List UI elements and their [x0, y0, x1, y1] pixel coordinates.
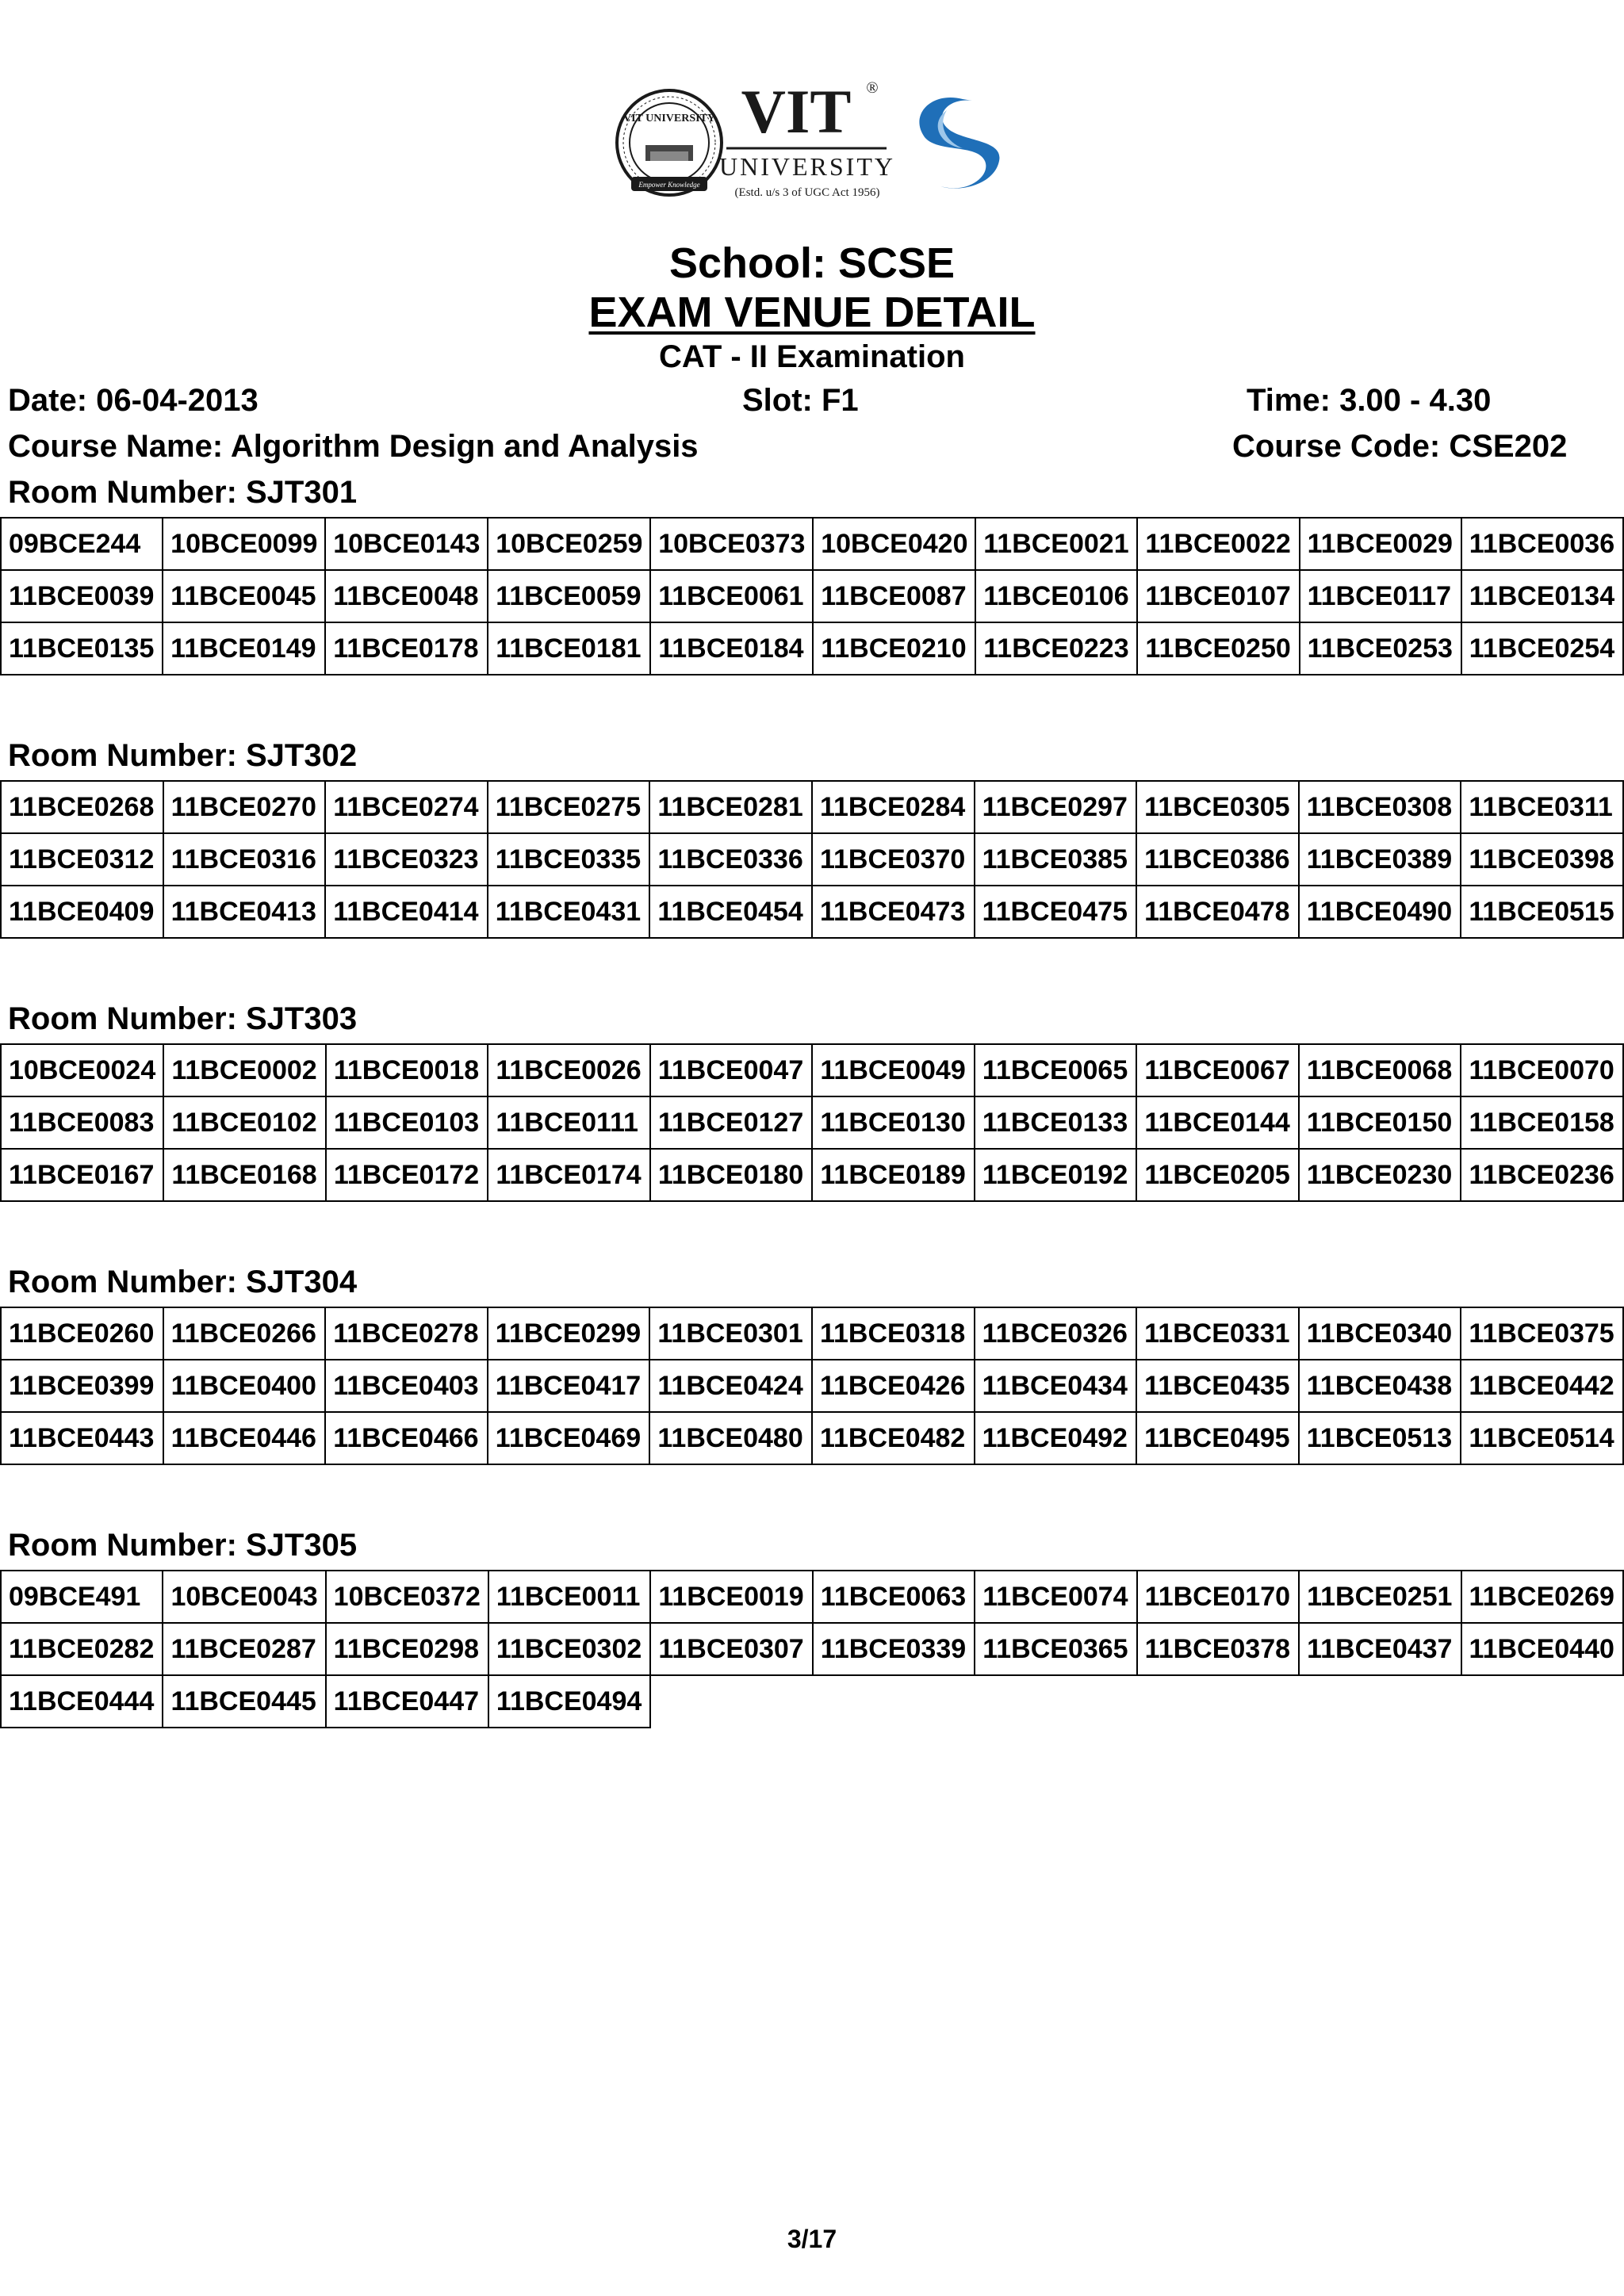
- registration-number-cell: 11BCE0158: [1461, 1096, 1623, 1149]
- registration-number-cell: 11BCE0068: [1299, 1044, 1461, 1096]
- registration-number-cell: 11BCE0184: [650, 622, 813, 675]
- registration-number-cell: 11BCE0102: [163, 1096, 326, 1149]
- registration-number-cell: 11BCE0268: [1, 781, 163, 833]
- registration-number-cell: 11BCE0399: [1, 1360, 163, 1412]
- table-row: [1, 1412, 1623, 1464]
- registration-number-cell: 11BCE0440: [1461, 1623, 1623, 1675]
- registration-number-cell: 11BCE0478: [1136, 886, 1299, 938]
- registration-number-cell: 11BCE0365: [975, 1623, 1136, 1675]
- registration-number-cell: 11BCE0106: [975, 570, 1137, 622]
- registration-number-cell: 11BCE0260: [1, 1307, 163, 1360]
- registration-number-cell: 11BCE0192: [975, 1149, 1137, 1201]
- registration-table: [0, 1043, 1624, 1202]
- registration-number-cell: 11BCE0438: [1299, 1360, 1461, 1412]
- registration-number-cell: 11BCE0210: [813, 622, 975, 675]
- registration-number-cell: 11BCE0326: [975, 1307, 1137, 1360]
- university-logo: [614, 75, 1026, 210]
- registration-number-cell: 11BCE0274: [325, 781, 488, 833]
- registration-number-cell: 11BCE0444: [1, 1675, 163, 1728]
- exam-time: Time: 3.00 - 4.30: [1247, 383, 1492, 418]
- registration-number-cell: 11BCE0445: [163, 1675, 325, 1728]
- table-row: [1, 1149, 1623, 1201]
- registration-number-cell: 11BCE0181: [488, 622, 650, 675]
- registration-number-cell: 11BCE0002: [163, 1044, 326, 1096]
- registration-number-cell: 11BCE0049: [812, 1044, 975, 1096]
- registration-number-cell: 11BCE0065: [975, 1044, 1137, 1096]
- registration-number-cell: 11BCE0316: [163, 833, 326, 886]
- registration-number-cell: 11BCE0178: [325, 622, 488, 675]
- registration-number-cell: 11BCE0298: [326, 1623, 488, 1675]
- registration-number-cell: 11BCE0446: [163, 1412, 326, 1464]
- registration-number-cell: 10BCE0420: [813, 518, 975, 570]
- registration-number-cell: 11BCE0026: [488, 1044, 650, 1096]
- registration-number-cell: 11BCE0323: [325, 833, 488, 886]
- table-row: [1, 1307, 1623, 1360]
- registration-number-cell: 11BCE0168: [163, 1149, 326, 1201]
- registration-number-cell: 11BCE0442: [1461, 1360, 1623, 1412]
- table-row: [1, 833, 1623, 886]
- registration-number-cell: 11BCE0251: [1299, 1571, 1461, 1623]
- registration-number-cell: 11BCE0266: [163, 1307, 326, 1360]
- registration-number-cell: 10BCE0372: [326, 1571, 488, 1623]
- registration-number-cell: 10BCE0143: [325, 518, 488, 570]
- registration-number-cell: 11BCE0398: [1461, 833, 1623, 886]
- registration-number-cell: 11BCE0490: [1299, 886, 1461, 938]
- registration-number-cell: 11BCE0466: [325, 1412, 488, 1464]
- registration-number-cell: 11BCE0414: [325, 886, 488, 938]
- registration-table: [0, 780, 1624, 939]
- registration-number-cell: 11BCE0339: [813, 1623, 975, 1675]
- registration-number-cell: 11BCE0311: [1461, 781, 1623, 833]
- registration-number-cell: 11BCE0130: [812, 1096, 975, 1149]
- registration-number-cell: 11BCE0174: [488, 1149, 650, 1201]
- registration-number-cell: 11BCE0434: [975, 1360, 1137, 1412]
- registration-number-cell: 11BCE0036: [1461, 518, 1623, 570]
- established-text: (Estd. u/s 3 of UGC Act 1956): [734, 186, 880, 199]
- registration-number-cell: 11BCE0172: [326, 1149, 488, 1201]
- registration-number-cell: 11BCE0400: [163, 1360, 326, 1412]
- registration-number-cell: 11BCE0299: [488, 1307, 650, 1360]
- vit-wordmark: VIT: [741, 77, 852, 146]
- course-code: Course Code: CSE202: [1232, 429, 1568, 464]
- registration-number-cell: 11BCE0454: [649, 886, 812, 938]
- exam-date: Date: 06-04-2013: [8, 383, 259, 418]
- registration-number-cell: 11BCE0074: [975, 1571, 1136, 1623]
- registration-number-cell: 11BCE0482: [812, 1412, 975, 1464]
- registration-number-cell: 11BCE0083: [1, 1096, 163, 1149]
- registration-number-cell: 11BCE0230: [1299, 1149, 1461, 1201]
- registration-number-cell: 11BCE0284: [812, 781, 975, 833]
- registration-number-cell: 11BCE0111: [488, 1096, 650, 1149]
- registration-number-cell: 11BCE0308: [1299, 781, 1461, 833]
- registration-table: [0, 517, 1624, 675]
- swoosh-icon: [919, 98, 999, 189]
- table-row: [1, 622, 1623, 675]
- registration-number-cell: 11BCE0134: [1461, 570, 1623, 622]
- registration-number-cell: 11BCE0417: [488, 1360, 650, 1412]
- registration-number-cell: 11BCE0103: [326, 1096, 488, 1149]
- registration-number-cell: 11BCE0386: [1136, 833, 1299, 886]
- seal-motto-text: Empower Knowledge: [638, 181, 700, 189]
- table-row: [1, 518, 1623, 570]
- registration-number-cell: 11BCE0205: [1136, 1149, 1299, 1201]
- registration-number-cell: 11BCE0480: [649, 1412, 812, 1464]
- registration-number-cell: 11BCE0335: [488, 833, 650, 886]
- exam-subtitle: CAT - II Examination: [659, 339, 965, 374]
- registration-number-cell: 11BCE0039: [1, 570, 163, 622]
- page-title: [0, 287, 1624, 338]
- registration-number-cell: 11BCE0149: [163, 622, 325, 675]
- room-label: Room Number: SJT305: [8, 1528, 358, 1563]
- registration-number-cell: 11BCE0307: [650, 1623, 812, 1675]
- registration-number-cell: 11BCE0269: [1461, 1571, 1623, 1623]
- registration-number-cell: 11BCE0223: [975, 622, 1137, 675]
- table-row: [1, 1096, 1623, 1149]
- registration-number-cell: 11BCE0495: [1136, 1412, 1299, 1464]
- registration-number-cell: 11BCE0048: [325, 570, 488, 622]
- registration-number-cell: 11BCE0340: [1299, 1307, 1461, 1360]
- room-label: Room Number: SJT302: [8, 738, 358, 773]
- school-heading: School: SCSE: [668, 239, 956, 287]
- registered-mark: ®: [866, 79, 879, 97]
- table-row: [1, 886, 1623, 938]
- registration-number-cell: 10BCE0373: [650, 518, 813, 570]
- registration-number-cell: 11BCE0254: [1461, 622, 1623, 675]
- registration-number-cell: 11BCE0473: [812, 886, 975, 938]
- registration-number-cell: 11BCE0087: [813, 570, 975, 622]
- registration-number-cell: 11BCE0063: [813, 1571, 975, 1623]
- registration-number-cell: 11BCE0475: [975, 886, 1137, 938]
- registration-number-cell: 11BCE0011: [488, 1571, 650, 1623]
- registration-number-cell: 11BCE0494: [488, 1675, 650, 1728]
- registration-number-cell: 11BCE0019: [650, 1571, 812, 1623]
- registration-number-cell: 10BCE0259: [488, 518, 650, 570]
- registration-number-cell: 11BCE0253: [1300, 622, 1461, 675]
- registration-number-cell: 11BCE0047: [650, 1044, 813, 1096]
- registration-number-cell: 11BCE0135: [1, 622, 163, 675]
- registration-number-cell: 11BCE0389: [1299, 833, 1461, 886]
- registration-number-cell: 11BCE0302: [488, 1623, 650, 1675]
- registration-number-cell: 11BCE0107: [1137, 570, 1299, 622]
- registration-number-cell: 11BCE0409: [1, 886, 163, 938]
- registration-number-cell: 11BCE0150: [1299, 1096, 1461, 1149]
- registration-number-cell: 11BCE0514: [1461, 1412, 1623, 1464]
- registration-number-cell: 11BCE0413: [163, 886, 326, 938]
- registration-number-cell: 11BCE0469: [488, 1412, 650, 1464]
- registration-number-cell: 11BCE0331: [1136, 1307, 1299, 1360]
- table-row: [1, 1044, 1623, 1096]
- registration-table: [0, 1307, 1624, 1465]
- registration-number-cell: 10BCE0099: [163, 518, 325, 570]
- registration-number-cell: 11BCE0282: [1, 1623, 163, 1675]
- room-label: Room Number: SJT301: [8, 475, 358, 510]
- registration-number-cell: 11BCE0070: [1461, 1044, 1623, 1096]
- registration-number-cell: 11BCE0318: [812, 1307, 975, 1360]
- registration-number-cell: 11BCE0067: [1136, 1044, 1299, 1096]
- registration-number-cell: 11BCE0144: [1136, 1096, 1299, 1149]
- registration-number-cell: 11BCE0312: [1, 833, 163, 886]
- registration-number-cell: 11BCE0170: [1137, 1571, 1299, 1623]
- registration-number-cell: 11BCE0435: [1136, 1360, 1299, 1412]
- registration-number-cell: 11BCE0275: [488, 781, 650, 833]
- table-row: [1, 570, 1623, 622]
- registration-number-cell: 11BCE0447: [326, 1675, 488, 1728]
- registration-number-cell: 11BCE0287: [163, 1623, 325, 1675]
- registration-number-cell: 11BCE0021: [975, 518, 1137, 570]
- registration-number-cell: 11BCE0515: [1461, 886, 1623, 938]
- registration-number-cell: 11BCE0385: [975, 833, 1137, 886]
- registration-number-cell: 11BCE0492: [975, 1412, 1137, 1464]
- registration-table: [0, 1570, 1624, 1728]
- registration-number-cell: 11BCE0250: [1137, 622, 1299, 675]
- registration-number-cell: 11BCE0270: [163, 781, 326, 833]
- table-row: [1, 1571, 1623, 1623]
- vit-logo-graphic: [614, 75, 1026, 210]
- registration-number-cell: 09BCE244: [1, 518, 163, 570]
- registration-number-cell: 11BCE0403: [325, 1360, 488, 1412]
- registration-number-cell: 11BCE0045: [163, 570, 325, 622]
- registration-number-cell: 11BCE0133: [975, 1096, 1137, 1149]
- registration-number-cell: 11BCE0061: [650, 570, 813, 622]
- registration-number-cell: 11BCE0059: [488, 570, 650, 622]
- registration-number-cell: 11BCE0513: [1299, 1412, 1461, 1464]
- registration-number-cell: 11BCE0375: [1461, 1307, 1623, 1360]
- registration-number-cell: 11BCE0378: [1137, 1623, 1299, 1675]
- registration-number-cell: 11BCE0370: [812, 833, 975, 886]
- registration-number-cell: 11BCE0180: [650, 1149, 813, 1201]
- registration-number-cell: 11BCE0278: [325, 1307, 488, 1360]
- registration-number-cell: 10BCE0024: [1, 1044, 163, 1096]
- university-wordmark: UNIVERSITY: [719, 152, 895, 181]
- table-row: [1, 1623, 1623, 1675]
- registration-number-cell: 11BCE0022: [1137, 518, 1299, 570]
- seal-inner-text: VIT UNIVERSITY: [622, 113, 716, 124]
- table-row: [1, 1360, 1623, 1412]
- registration-number-cell: 11BCE0029: [1300, 518, 1461, 570]
- course-name: Course Name: Algorithm Design and Analysis: [8, 429, 699, 464]
- registration-number-cell: 11BCE0018: [326, 1044, 488, 1096]
- table-row: [1, 781, 1623, 833]
- university-seal-icon: [617, 90, 722, 195]
- registration-number-cell: 11BCE0189: [812, 1149, 975, 1201]
- registration-number-cell: 11BCE0117: [1300, 570, 1461, 622]
- registration-number-cell: 11BCE0437: [1299, 1623, 1461, 1675]
- registration-number-cell: 11BCE0301: [649, 1307, 812, 1360]
- registration-number-cell: 11BCE0431: [488, 886, 650, 938]
- room-label: Room Number: SJT303: [8, 1001, 358, 1036]
- page-title-text: EXAM VENUE DETAIL: [588, 289, 1036, 336]
- registration-number-cell: 11BCE0281: [649, 781, 812, 833]
- registration-number-cell: 11BCE0336: [649, 833, 812, 886]
- registration-number-cell: 11BCE0305: [1136, 781, 1299, 833]
- room-label: Room Number: SJT304: [8, 1265, 358, 1299]
- registration-number-cell: 11BCE0236: [1461, 1149, 1623, 1201]
- registration-number-cell: 11BCE0297: [975, 781, 1137, 833]
- exam-slot: Slot: F1: [742, 383, 859, 418]
- registration-number-cell: 11BCE0127: [650, 1096, 813, 1149]
- registration-number-cell: 11BCE0426: [812, 1360, 975, 1412]
- registration-number-cell: 11BCE0167: [1, 1149, 163, 1201]
- registration-number-cell: 11BCE0443: [1, 1412, 163, 1464]
- registration-number-cell: 09BCE491: [1, 1571, 163, 1623]
- page-number: 3/17: [787, 2225, 837, 2253]
- table-row: [1, 1675, 1623, 1728]
- registration-number-cell: 11BCE0424: [649, 1360, 812, 1412]
- registration-number-cell: 10BCE0043: [163, 1571, 325, 1623]
